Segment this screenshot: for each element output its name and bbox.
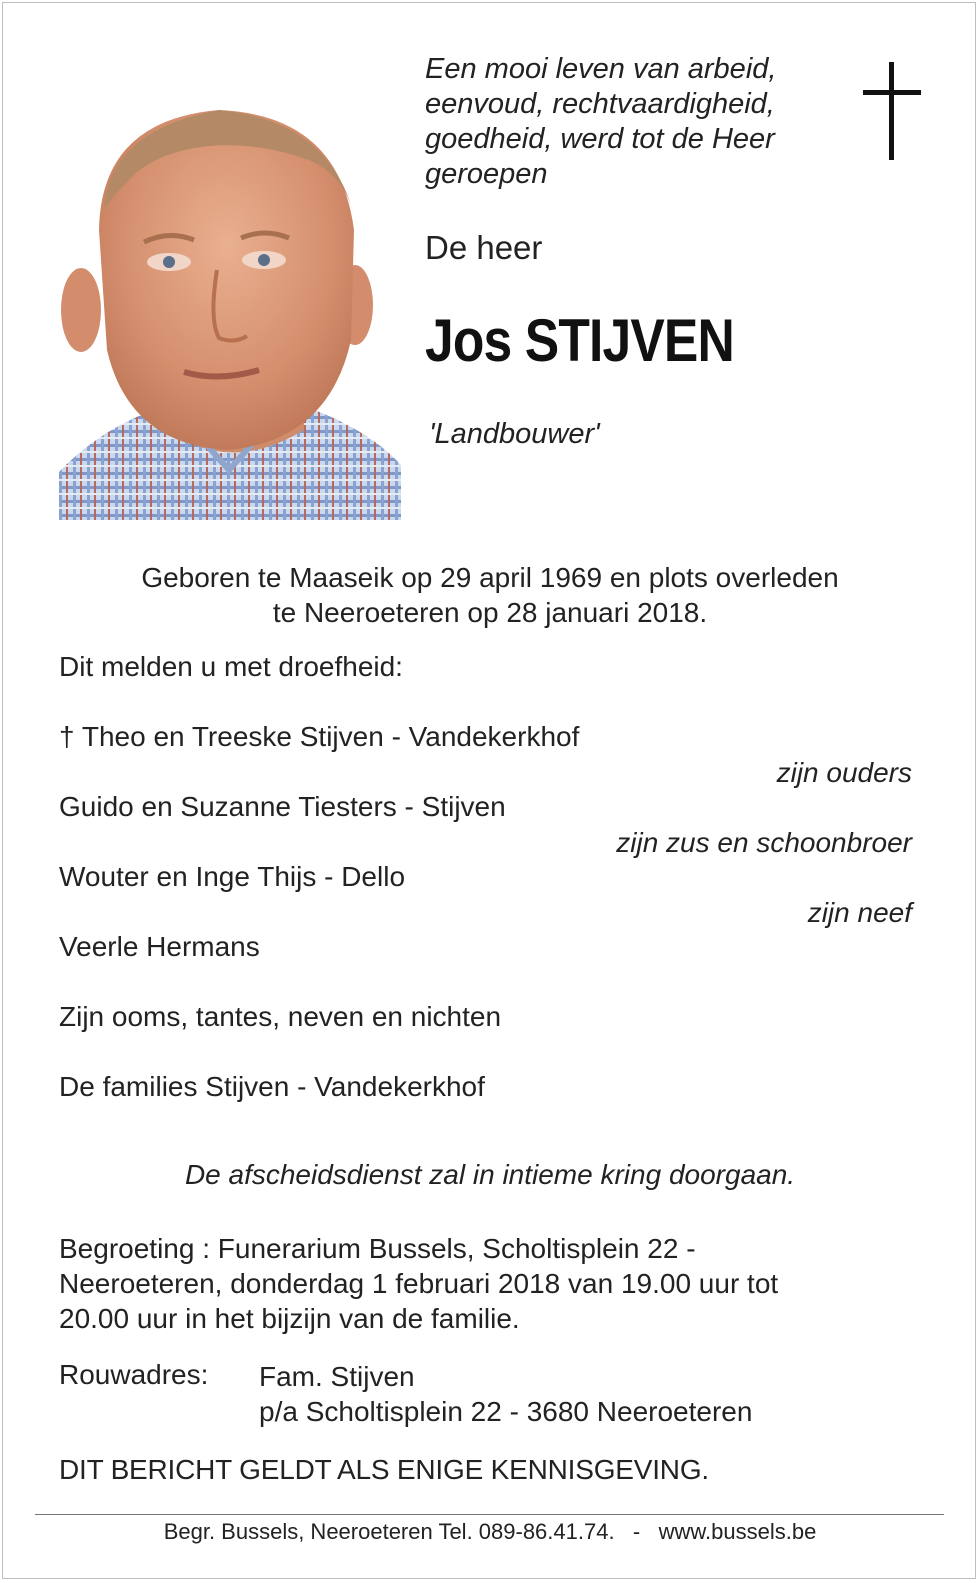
service-notice: De afscheidsdienst zal in intieme kring doorgaan. — [184, 1159, 796, 1190]
deceased-name: Jos STIJVEN — [425, 307, 734, 374]
portrait-photo — [59, 80, 401, 520]
family-member: Zijn ooms, tantes, neven en nichten — [59, 1001, 502, 1032]
family-member: De families Stijven - Vandekerkhof — [59, 1071, 485, 1102]
family-member: Guido en Suzanne Tiesters - Stijven — [59, 791, 506, 822]
footer-divider — [35, 1514, 944, 1515]
footer-text: Begr. Bussels, Neeroeteren Tel. 089-86.41.74. - www.bussels.be — [163, 1519, 817, 1544]
family-member: † Theo en Treeske Stijven - Vandekerkhof — [59, 721, 580, 752]
salutation: De heer — [425, 229, 543, 266]
announcement-intro: Dit melden u met droefheid: — [59, 651, 403, 682]
address-value: Fam. Stijven p/a Scholtisplein 22 - 3680 Neeroeteren — [259, 1361, 753, 1427]
cross-icon — [863, 62, 921, 160]
family-member: Wouter en Inge Thijs - Dello — [59, 861, 406, 892]
family-role: zijn neef — [807, 897, 912, 928]
profession: 'Landbouwer' — [429, 418, 600, 450]
official-notice: DIT BERICHT GELDT ALS ENIGE KENNISGEVING. — [59, 1454, 709, 1485]
greeting-text: Begroeting : Funerarium Bussels, Scholtisplein 22 - Neeroeteren, donderdag 1 februari 2018 van 19.00 uur tot 20.00 uur in het bijzijn van de familie. — [59, 1233, 779, 1334]
address-label: Rouwadres: — [59, 1359, 209, 1390]
family-member: Veerle Hermans — [59, 931, 260, 962]
memorial-quote: Een mooi leven van arbeid, eenvoud, rechtvaardigheid, goedheid, werd tot de Heer geroepen — [425, 53, 777, 190]
family-role: zijn ouders — [776, 757, 912, 788]
family-role: zijn zus en schoonbroer — [616, 827, 912, 858]
birth-death-text: Geboren te Maaseik op 29 april 1969 en plots overleden te Neeroeteren op 28 januari 2018. — [141, 562, 839, 628]
